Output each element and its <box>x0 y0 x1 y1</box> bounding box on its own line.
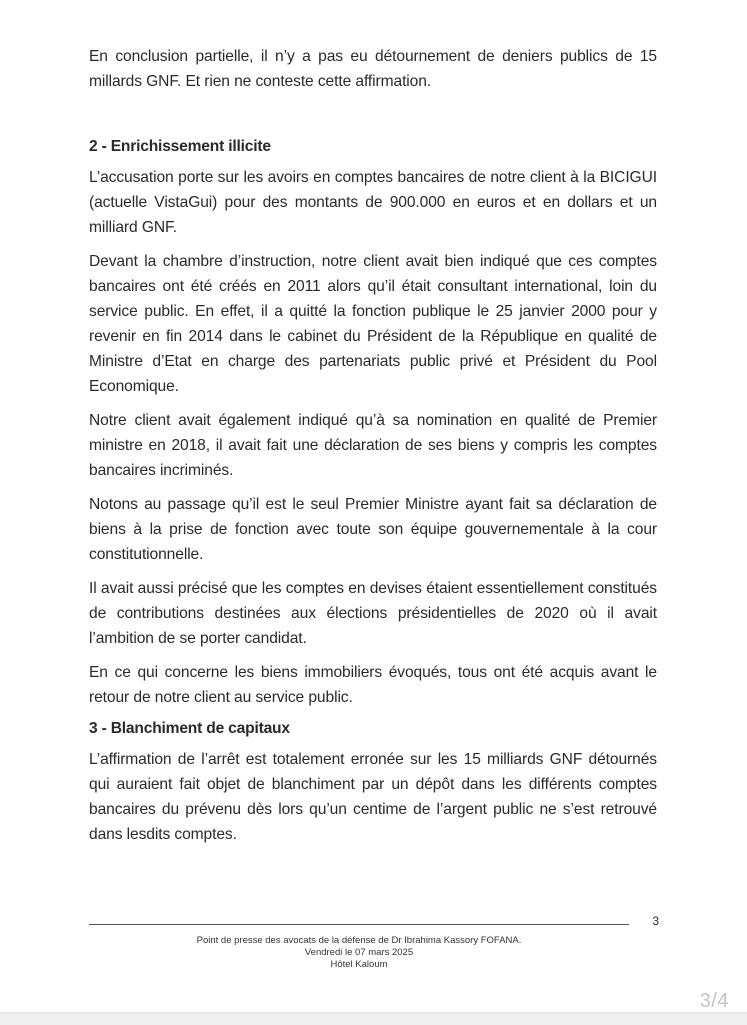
footer-text <box>89 935 629 971</box>
footer-divider <box>89 924 629 925</box>
paragraph: Notre client avait également indiqué qu’à sa nomination en qualité de Premier ministre en 2018, il avait fait une déclaration de ses biens y compris les comptes bancaires incriminés. <box>89 412 657 479</box>
paragraph: En ce qui concerne les biens immobiliers évoqués, tous ont été acquis avant le retour de notre client au service public. <box>89 664 657 706</box>
section-heading-enrichissement: 2 - Enrichissement illicite <box>89 138 271 155</box>
page-content <box>89 44 657 856</box>
paragraph: L’accusation porte sur les avoirs en comptes bancaires de notre client à la BICIGUI (actuelle VistaGui) pour des montants de 900.000 en euros et en dollars et un milliard GNF. <box>89 169 657 236</box>
viewer-page-counter: 3/4 <box>699 990 729 1012</box>
paragraph: Devant la chambre d’instruction, notre client avait bien indiqué que ces comptes bancaires ont été créés en 2011 alors qu’il était consultant international, loin du service public. En effet, il a quitté la fonction publique le 25 janvier 2000 pour y revenir en fin 2014 dans le cabinet du Président de la République en qualité de Ministre d’Etat en charge des partenariats public privé et Président du Pool Economique. <box>89 253 657 395</box>
paragraph-conclusion: En conclusion partielle, il n’y a pas eu détournement de deniers publics de 15 millards GNF. Et rien ne conteste cette affirmation. <box>89 48 657 90</box>
footer-page-number: 3 <box>652 914 659 928</box>
footer-line-venue: Hôtel Kaloum <box>330 959 388 970</box>
paragraph: Notons au passage qu’il est le seul Premier Ministre ayant fait sa déclaration de biens à la prise de fonction avec toute son équipe gouvernementale à la cour constitutionnelle. <box>89 496 657 563</box>
section-heading-blanchiment: 3 - Blanchiment de capitaux <box>89 720 290 737</box>
footer-rule-row <box>89 914 659 932</box>
paragraph: L’affirmation de l’arrêt est totalement erronée sur les 15 milliards GNF détournés qui auraient fait objet de blanchiment par un dépôt dans les différents comptes bancaires du prévenu dès lors qu’un centime de l’argent public ne s’est retrouvé dans lesdits comptes. <box>89 751 657 843</box>
page-footer <box>89 914 659 971</box>
viewer-bottom-bar <box>0 1012 747 1025</box>
footer-line-event: Point de presse des avocats de la défense de Dr Ibrahima Kassory FOFANA. <box>196 935 522 946</box>
paragraph: Il avait aussi précisé que les comptes en devises étaient essentiellement constitués de contributions destinées aux élections présidentielles de 2020 où il avait l’ambition de se porter candidat. <box>89 580 657 647</box>
footer-line-date: Vendredi le 07 mars 2025 <box>304 947 414 958</box>
